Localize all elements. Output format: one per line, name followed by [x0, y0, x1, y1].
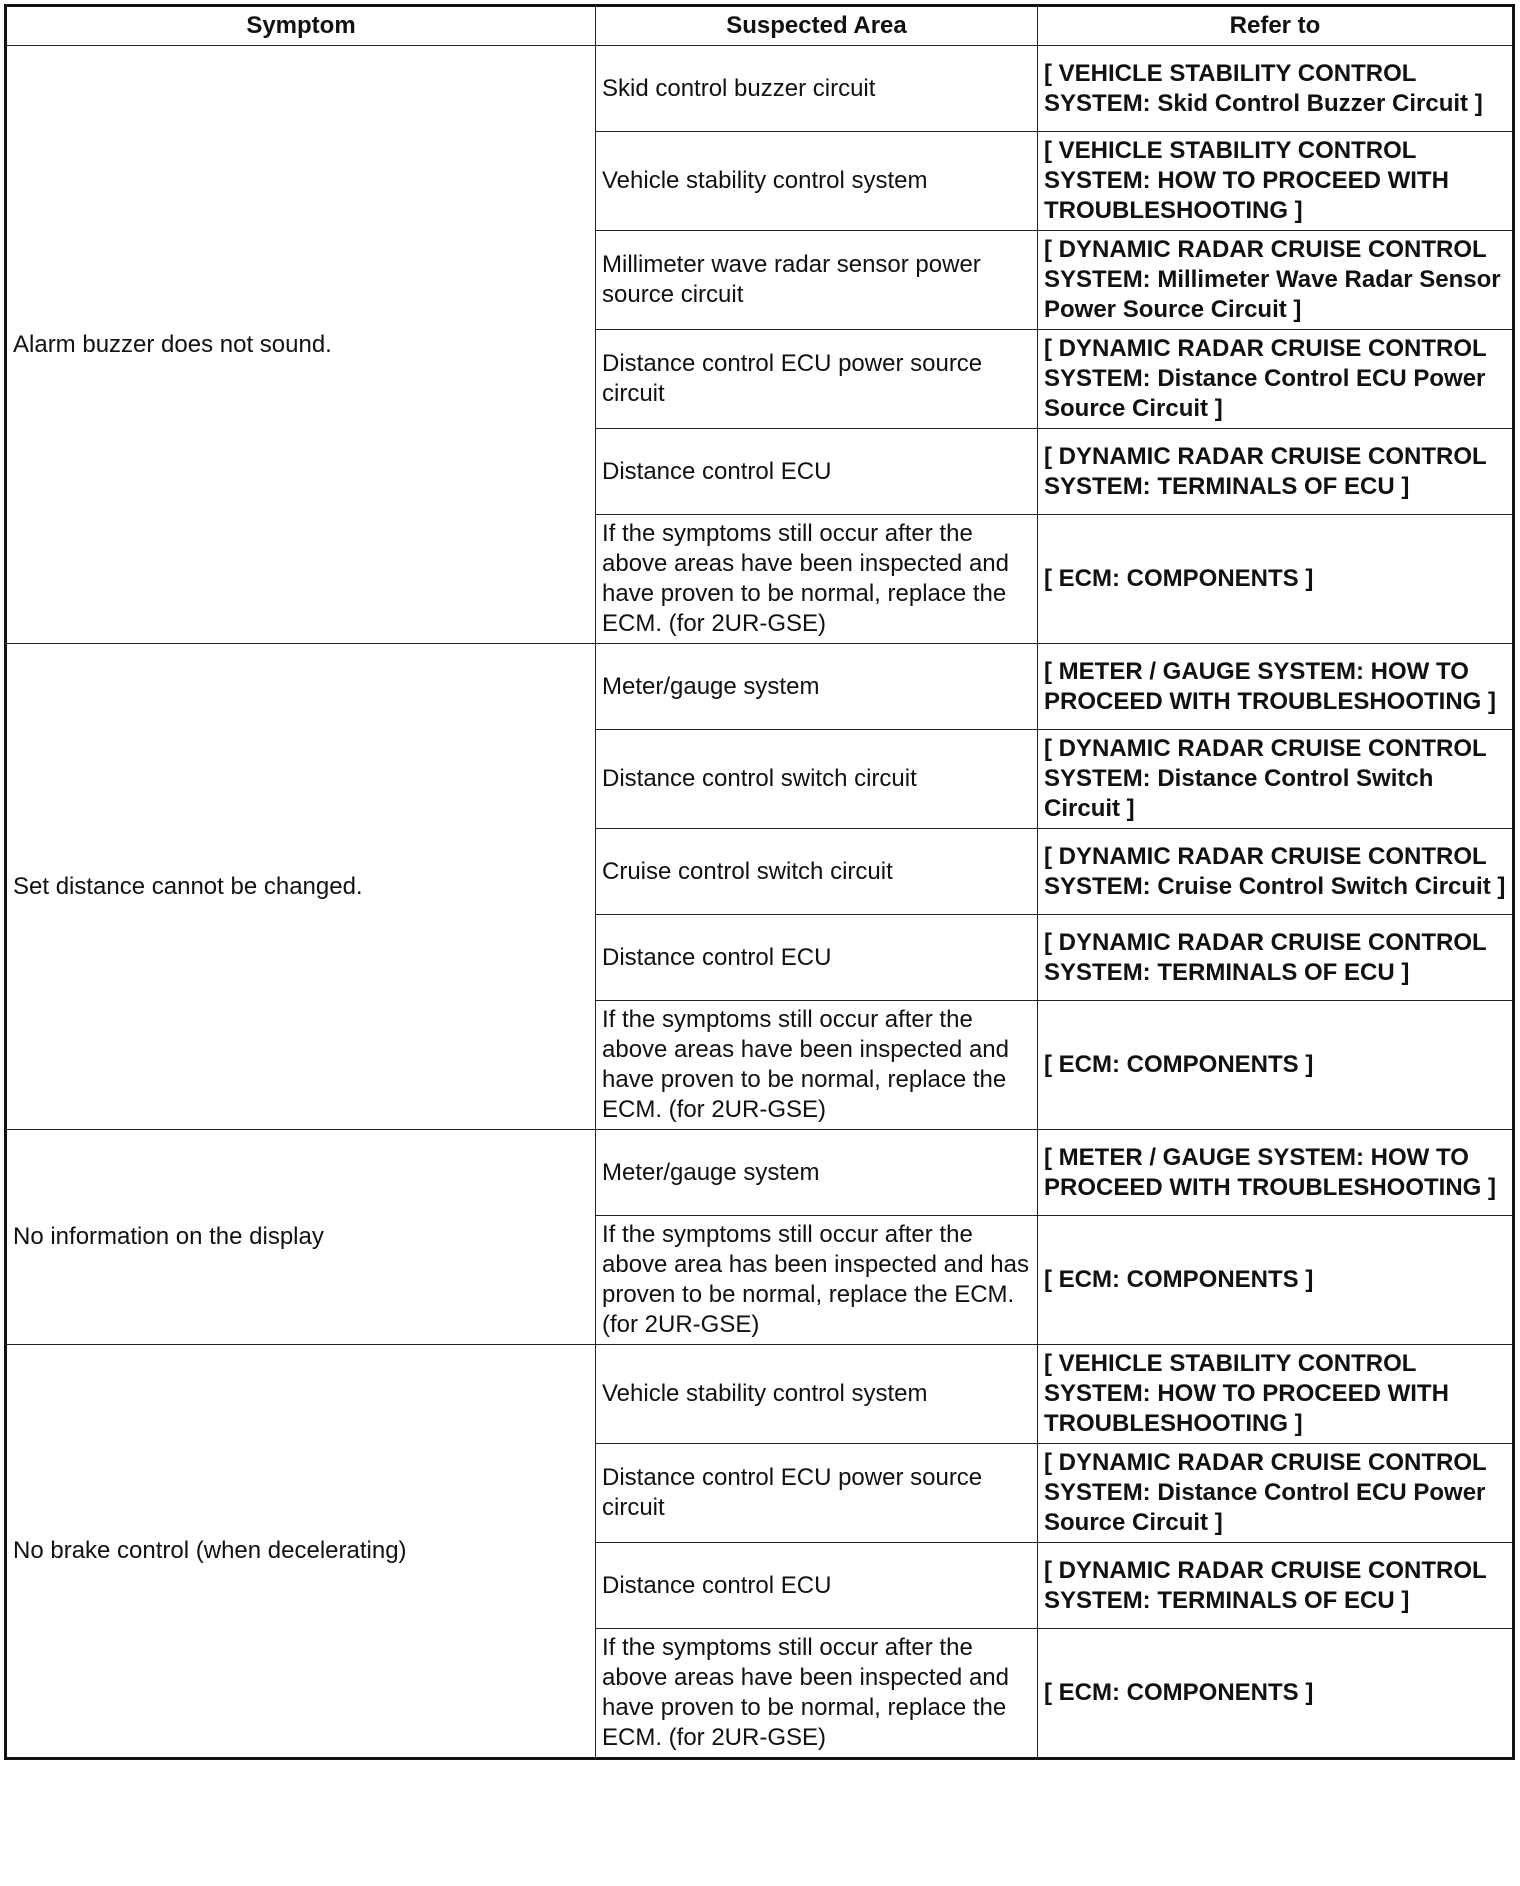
table-row	[6, 1130, 1514, 1216]
suspected-area-cell: Meter/gauge system	[596, 644, 1038, 730]
table-row	[6, 644, 1514, 730]
refer-to-link[interactable]: [ ECM: COMPONENTS ]	[1038, 1629, 1514, 1759]
refer-to-link[interactable]: [ DYNAMIC RADAR CRUISE CONTROL SYSTEM: Cruise Control Switch Circuit ]	[1038, 829, 1514, 915]
symptom-cell: Set distance cannot be changed.	[6, 644, 596, 1130]
suspected-area-cell: If the symptoms still occur after the above area has been inspected and has proven to be normal, replace the ECM. (for 2UR-GSE)	[596, 1216, 1038, 1345]
header-suspected-area: Suspected Area	[596, 6, 1038, 46]
suspected-area-cell: Distance control ECU	[596, 915, 1038, 1001]
refer-to-link[interactable]: [ DYNAMIC RADAR CRUISE CONTROL SYSTEM: TERMINALS OF ECU ]	[1038, 1543, 1514, 1629]
suspected-area-cell: Distance control ECU	[596, 1543, 1038, 1629]
refer-to-link[interactable]: [ DYNAMIC RADAR CRUISE CONTROL SYSTEM: Distance Control Switch Circuit ]	[1038, 730, 1514, 829]
header-refer-to: Refer to	[1038, 6, 1514, 46]
suspected-area-cell: Vehicle stability control system	[596, 1345, 1038, 1444]
symptom-cell: No brake control (when decelerating)	[6, 1345, 596, 1759]
suspected-area-cell: Skid control buzzer circuit	[596, 46, 1038, 132]
refer-to-link[interactable]: [ METER / GAUGE SYSTEM: HOW TO PROCEED WITH TROUBLESHOOTING ]	[1038, 1130, 1514, 1216]
refer-to-link[interactable]: [ ECM: COMPONENTS ]	[1038, 1001, 1514, 1130]
refer-to-link[interactable]: [ DYNAMIC RADAR CRUISE CONTROL SYSTEM: TERMINALS OF ECU ]	[1038, 915, 1514, 1001]
header-row	[6, 6, 1514, 46]
symptom-cell: No information on the display	[6, 1130, 596, 1345]
refer-to-link[interactable]: [ METER / GAUGE SYSTEM: HOW TO PROCEED WITH TROUBLESHOOTING ]	[1038, 644, 1514, 730]
refer-to-link[interactable]: [ DYNAMIC RADAR CRUISE CONTROL SYSTEM: Millimeter Wave Radar Sensor Power Source Circuit ]	[1038, 231, 1514, 330]
refer-to-link[interactable]: [ VEHICLE STABILITY CONTROL SYSTEM: HOW TO PROCEED WITH TROUBLESHOOTING ]	[1038, 1345, 1514, 1444]
table-row	[6, 46, 1514, 132]
refer-to-link[interactable]: [ VEHICLE STABILITY CONTROL SYSTEM: Skid Control Buzzer Circuit ]	[1038, 46, 1514, 132]
refer-to-link[interactable]: [ ECM: COMPONENTS ]	[1038, 515, 1514, 644]
suspected-area-cell: Cruise control switch circuit	[596, 829, 1038, 915]
suspected-area-cell: If the symptoms still occur after the above areas have been inspected and have proven to be normal, replace the ECM. (for 2UR-GSE)	[596, 1629, 1038, 1759]
refer-to-link[interactable]: [ ECM: COMPONENTS ]	[1038, 1216, 1514, 1345]
suspected-area-cell: Millimeter wave radar sensor power source circuit	[596, 231, 1038, 330]
suspected-area-cell: Vehicle stability control system	[596, 132, 1038, 231]
suspected-area-cell: Distance control ECU power source circuit	[596, 1444, 1038, 1543]
symptom-cell: Alarm buzzer does not sound.	[6, 46, 596, 644]
suspected-area-cell: Meter/gauge system	[596, 1130, 1038, 1216]
suspected-area-cell: Distance control switch circuit	[596, 730, 1038, 829]
suspected-area-cell: If the symptoms still occur after the above areas have been inspected and have proven to be normal, replace the ECM. (for 2UR-GSE)	[596, 515, 1038, 644]
page	[4, 4, 1512, 1760]
suspected-area-cell: If the symptoms still occur after the above areas have been inspected and have proven to be normal, replace the ECM. (for 2UR-GSE)	[596, 1001, 1038, 1130]
refer-to-link[interactable]: [ DYNAMIC RADAR CRUISE CONTROL SYSTEM: TERMINALS OF ECU ]	[1038, 429, 1514, 515]
suspected-area-cell: Distance control ECU	[596, 429, 1038, 515]
header-symptom: Symptom	[6, 6, 596, 46]
suspected-area-cell: Distance control ECU power source circuit	[596, 330, 1038, 429]
refer-to-link[interactable]: [ DYNAMIC RADAR CRUISE CONTROL SYSTEM: Distance Control ECU Power Source Circuit ]	[1038, 330, 1514, 429]
table-row	[6, 1345, 1514, 1444]
refer-to-link[interactable]: [ VEHICLE STABILITY CONTROL SYSTEM: HOW TO PROCEED WITH TROUBLESHOOTING ]	[1038, 132, 1514, 231]
refer-to-link[interactable]: [ DYNAMIC RADAR CRUISE CONTROL SYSTEM: Distance Control ECU Power Source Circuit ]	[1038, 1444, 1514, 1543]
problem-symptoms-table	[4, 4, 1515, 1760]
